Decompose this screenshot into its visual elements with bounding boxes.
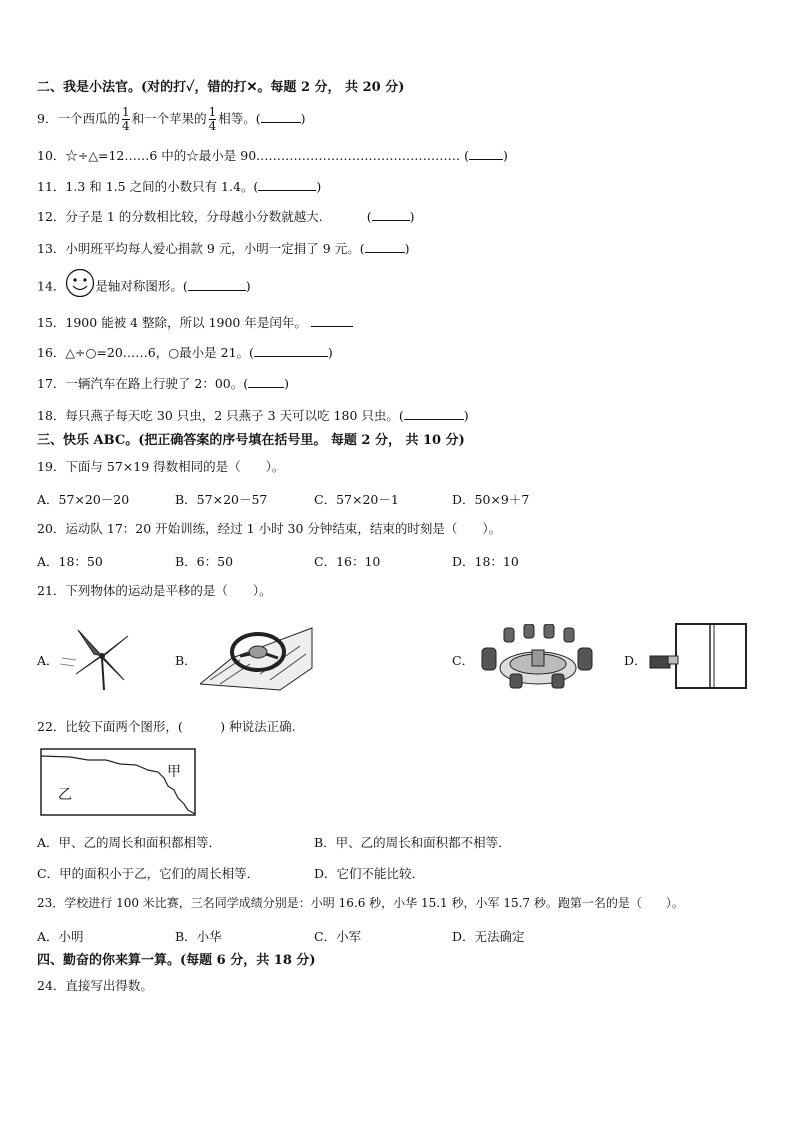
answer-blank[interactable] — [311, 314, 353, 327]
section4-title: 四、勤奋的你来算一算。(每题 6 分，共 18 分) — [37, 953, 316, 968]
shape-jia-label: 甲 — [167, 764, 181, 780]
q9-pre: 9．一个西瓜的 — [37, 111, 120, 126]
question-16 — [37, 344, 333, 361]
q15-text: 15．1900 能被 4 整除，所以 1900 年是闰年。 — [37, 315, 307, 330]
q13-close: ) — [404, 241, 410, 256]
q22-option-d[interactable]: D．它们不能比较． — [314, 866, 425, 881]
q19-option-b[interactable]: B．57×20－57 — [175, 492, 268, 507]
q9-mid: 和一个苹果的 — [131, 111, 207, 126]
answer-blank[interactable] — [188, 278, 246, 291]
smiley-face-icon — [65, 268, 95, 298]
q22-option-c[interactable]: C．甲的面积小于乙，它们的周长相等． — [37, 866, 260, 881]
answer-blank[interactable] — [254, 344, 328, 357]
question-20: 20．运动队 17：20 开始训练，经过 1 小时 30 分钟结束，结束的时刻是（ ）。 — [37, 521, 502, 536]
q17-close: ) — [284, 376, 290, 391]
q23-option-a[interactable]: A．小明 — [37, 929, 84, 944]
q14-close: ) — [245, 278, 251, 294]
q12-close: ) — [409, 209, 415, 224]
fraction-one-quarter-2 — [209, 106, 217, 133]
q18-close: ) — [463, 408, 469, 423]
q19-option-d[interactable]: D．50×9＋7 — [452, 492, 530, 507]
shape-yi-label: 乙 — [58, 787, 72, 803]
answer-blank[interactable] — [248, 375, 284, 388]
q23-option-c[interactable]: C．小军 — [314, 929, 362, 944]
question-12 — [37, 208, 415, 225]
q22-shapes-figure — [40, 748, 200, 818]
q14-pre: 14． — [37, 278, 66, 294]
q13-text: 13．小明班平均每人爱心捐款 9 元，小明一定捐了 9 元。( — [37, 241, 365, 256]
carousel-image — [478, 624, 596, 692]
question-22: 22．比较下面两个图形，( ) 种说法正确. — [37, 719, 296, 734]
fraction-one-quarter — [122, 106, 130, 133]
q23-option-b[interactable]: B．小华 — [175, 929, 222, 944]
q14-post: 是轴对称图形。( — [95, 278, 188, 294]
q23-option-d[interactable]: D．无法确定 — [452, 929, 525, 944]
q10-close: ) — [503, 148, 508, 163]
q10-text: 10．☆÷△=12……6 中的☆最小是 90.………………………………………… ( — [37, 148, 470, 163]
question-19: 19．下面与 57×19 得数相同的是（ ）。 — [37, 459, 285, 474]
steering-wheel-image — [200, 624, 315, 692]
answer-blank[interactable] — [365, 240, 405, 253]
q22-option-b[interactable]: B．甲、乙的周长和面积都不相等． — [314, 835, 511, 850]
q11-close: ) — [316, 179, 322, 194]
question-10 — [37, 147, 508, 164]
question-17 — [37, 375, 289, 392]
q20-option-d[interactable]: D．18：10 — [452, 554, 519, 569]
q16-close: ) — [327, 345, 333, 360]
q9-post: 相等。( — [218, 111, 261, 126]
q9-close: ) — [300, 111, 306, 126]
question-11 — [37, 178, 321, 195]
section2-title: 二、我是小法官。(对的打✓，错的打✕。每题 2 分， 共 20 分) — [37, 80, 405, 95]
q21-option-b[interactable]: B． — [175, 653, 197, 668]
question-21: 21．下列物体的运动是平移的是（ ）。 — [37, 583, 272, 598]
frac-denominator: 4 — [121, 119, 130, 133]
question-14 — [37, 276, 251, 298]
q18-text: 18．每只燕子每天吃 30 只虫，2 只燕子 3 天可以吃 180 只虫。( — [37, 408, 404, 423]
question-24: 24．直接写出得数。 — [37, 978, 153, 993]
question-23: 23．学校进行 100 米比赛，三名同学成绩分别是：小明 16.6 秒，小华 15.1 秒，小军 15.7 秒。跑第一名的是（ ）。 — [37, 896, 684, 910]
answer-blank[interactable] — [261, 110, 301, 123]
frac-numerator: 1 — [121, 105, 130, 119]
question-13 — [37, 240, 409, 257]
q20-option-b[interactable]: B．6：50 — [175, 554, 234, 569]
q12-text: 12．分子是 1 的分数相比较，分母越小分数就越大. — [37, 209, 323, 224]
q16-text: 16．△÷○=20……6，○最小是 21。( — [37, 345, 254, 360]
section3-title: 三、快乐 ABC。(把正确答案的序号填在括号里。 每题 2 分， 共 10 分) — [37, 433, 465, 448]
pinwheel-image — [58, 620, 140, 692]
q12-paren: ( — [366, 209, 372, 224]
question-15 — [37, 314, 353, 331]
q11-text: 11．1.3 和 1.5 之间的小数只有 1.4。( — [37, 179, 259, 194]
answer-blank[interactable] — [372, 208, 410, 221]
answer-blank[interactable] — [258, 178, 316, 191]
answer-blank[interactable] — [404, 407, 464, 420]
frac-denominator: 4 — [208, 119, 217, 133]
question-9 — [37, 106, 306, 133]
question-18 — [37, 407, 469, 424]
q21-option-d[interactable]: D． — [624, 653, 647, 668]
frac-numerator: 1 — [208, 105, 217, 119]
q21-option-a[interactable]: A． — [37, 653, 59, 668]
q22-option-a[interactable]: A．甲、乙的周长和面积都相等． — [37, 835, 222, 850]
sliding-window-image — [648, 620, 752, 692]
q17-text: 17．一辆汽车在路上行驶了 2：00。( — [37, 376, 249, 391]
q19-option-c[interactable]: C．57×20－1 — [314, 492, 399, 507]
q20-option-c[interactable]: C．16：10 — [314, 554, 381, 569]
answer-blank[interactable] — [469, 147, 503, 160]
q21-option-c[interactable]: C． — [452, 653, 475, 668]
q20-option-a[interactable]: A．18：50 — [37, 554, 103, 569]
q19-option-a[interactable]: A．57×20－20 — [37, 492, 130, 507]
